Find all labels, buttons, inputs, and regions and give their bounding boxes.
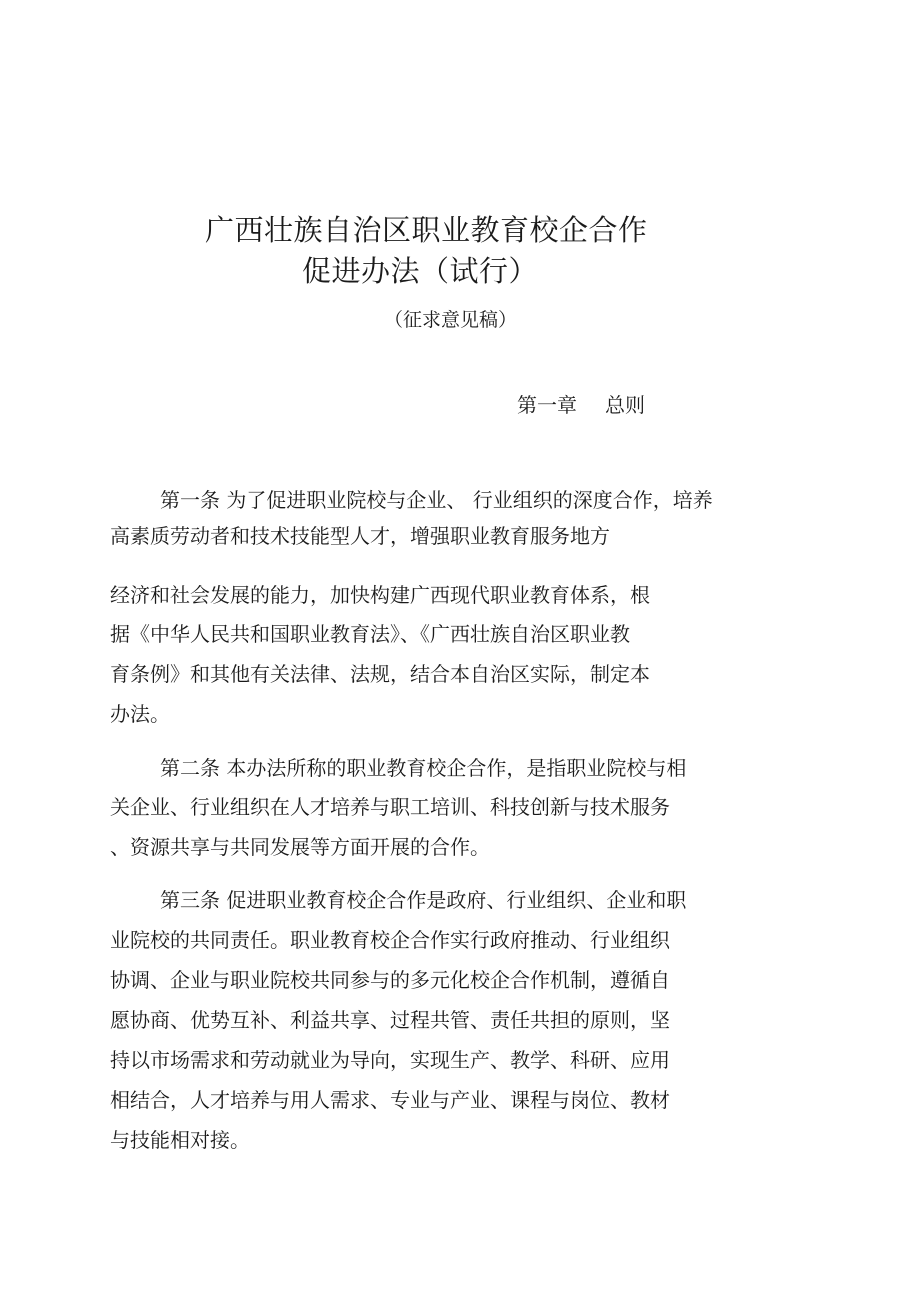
article3-line-4: 愿协商、优势互补、利益共享、过程共管、责任共担的原则，坚 <box>110 1008 670 1032</box>
article3-line-6: 相结合，人才培养与用人需求、专业与产业、课程与岗位、教材 <box>110 1088 670 1112</box>
article1-line-3: 经济和社会发展的能力，加快构建广西现代职业教育体系，根 <box>110 583 650 607</box>
article3-line-5: 持以市场需求和劳动就业为导向，实现生产、教学、科研、应用 <box>110 1048 670 1072</box>
article1-line-1: 第一条 为了促进职业院校与企业、 行业组织的深度合作，培养 <box>160 488 713 512</box>
article3-line-1: 第三条 促进职业教育校企合作是政府、行业组织、企业和职 <box>160 888 687 912</box>
article1-line-2: 高素质劳动者和技术技能型人才，增强职业教育服务地方 <box>110 524 610 548</box>
article1-line-6: 办法。 <box>110 702 170 726</box>
article1-line-4: 据《中华人民共和国职业教育法》、《广西壮族自治区职业教 <box>110 622 630 646</box>
article1-line-5: 育条例》和其他有关法律、法规，结合本自治区实际，制定本 <box>110 662 650 686</box>
article3-line-7: 与技能相对接。 <box>110 1128 250 1152</box>
chapter-number: 第一章 <box>517 393 577 417</box>
document-subtitle: （征求意见稿） <box>384 309 518 331</box>
article3-line-2: 业院校的共同责任。职业教育校企合作实行政府推动、行业组织 <box>110 928 670 952</box>
document-title-line-2: 促进办法（试行） <box>302 254 539 288</box>
document-title-line-1: 广西壮族自治区职业教育校企合作 <box>205 213 648 247</box>
article2-line-2: 关企业、行业组织在人才培养与职工培训、科技创新与技术服务 <box>110 795 670 819</box>
chapter-name: 总则 <box>605 393 645 417</box>
article3-line-3: 协调、企业与职业院校共同参与的多元化校企合作机制，遵循自 <box>110 968 670 992</box>
article2-line-3: 、资源共享与共同发展等方面开展的合作。 <box>110 835 490 859</box>
article2-line-1: 第二条 本办法所称的职业教育校企合作，是指职业院校与相 <box>160 756 687 780</box>
chapter-heading <box>517 390 645 420</box>
